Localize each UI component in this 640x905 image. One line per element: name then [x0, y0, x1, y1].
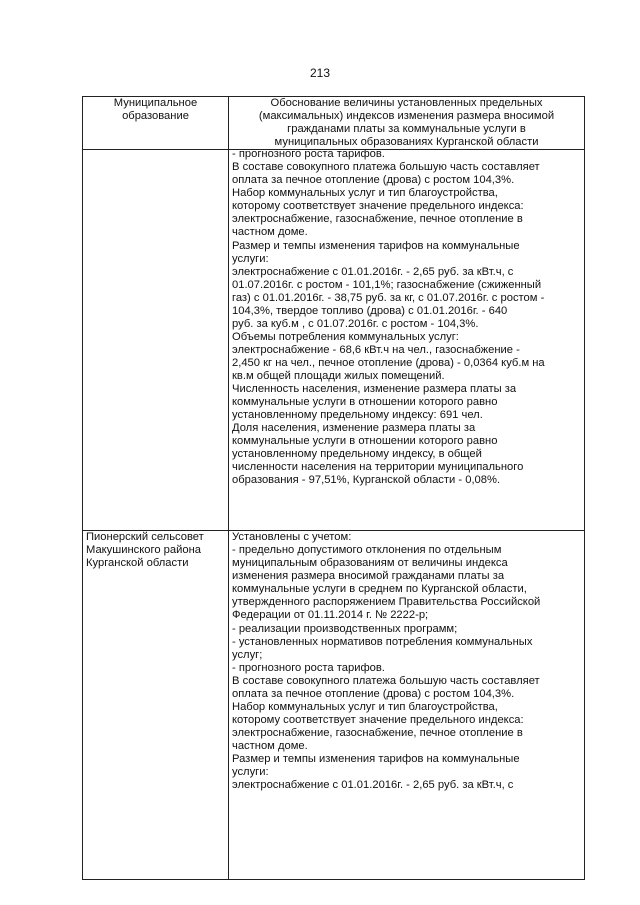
text-line: Размер и темпы изменения тарифов на коммунальные — [232, 239, 520, 252]
row-justification — [229, 150, 585, 531]
row-justification-lines — [232, 531, 581, 792]
text-line: Пионерский сельсовет — [86, 531, 204, 544]
text-line: Размер и темпы изменения тарифов на коммунальные — [232, 752, 520, 765]
text-line: газ) с 01.01.2016г. - 38,75 руб. за кг, с 01.07.2016г. с ростом - — [232, 291, 545, 304]
row-justification — [229, 531, 585, 880]
text-line: кв.м общей площади жилых помещений. — [232, 369, 445, 382]
text-line: коммунальные услуги в среднем по Курганской области, — [232, 583, 527, 596]
text-line: Муниципальное — [113, 97, 198, 109]
text-line: Курганской области — [86, 557, 189, 570]
text-line: Численность населения, изменение размера платы за — [232, 383, 517, 396]
text-line: В составе совокупного платежа большую часть составляет — [232, 161, 540, 174]
text-line: оплата за печное отопление (дрова) с ростом 104,3%. — [232, 174, 515, 187]
text-line: услуг; — [232, 648, 263, 661]
text-line: - установленных нормативов потребления коммунальных — [232, 635, 533, 648]
text-line: утвержденного распоряжением Правительства Российской — [232, 596, 541, 609]
text-line: изменения размера вносимой гражданами платы за — [232, 570, 505, 583]
text-line: которому соответствует значение предельного индекса: — [232, 200, 524, 213]
text-line: электроснабжение, газоснабжение, печное отопление в — [232, 213, 523, 226]
table-row — [83, 531, 585, 880]
text-line: которому соответствует значение предельного индекса: — [232, 713, 524, 726]
text-line: 104,3%, твердое топливо (дрова) с 01.01.2016г. - 640 — [232, 304, 508, 317]
row-municipality — [83, 531, 229, 880]
text-line: - прогнозного роста тарифов. — [232, 661, 385, 674]
row-justification-lines — [232, 148, 581, 487]
text-line: электроснабжение - 68,6 кВт.ч на чел., газоснабжение - — [232, 343, 520, 356]
table-header-row — [83, 97, 585, 150]
text-line: руб. за куб.м , с 01.07.2016г. с ростом - 104,3%. — [232, 317, 479, 330]
row-municipality-lines — [86, 531, 225, 570]
header-municipality — [83, 97, 229, 150]
text-line: - прогнозного роста тарифов. — [232, 148, 385, 161]
text-line: оплата за печное отопление (дрова) с ростом 104,3%. — [232, 687, 515, 700]
text-line: услуги: — [232, 766, 269, 779]
text-line: Макушинского района — [86, 544, 201, 557]
text-line: частном доме. — [232, 739, 308, 752]
text-line: образование — [122, 110, 189, 123]
municipal-index-table — [82, 96, 585, 880]
text-line: электроснабжение с 01.01.2016г. - 2,65 руб. за кВт.ч, с — [232, 779, 514, 792]
header-justification — [229, 97, 585, 150]
header-justification-lines — [232, 97, 581, 149]
text-line: Федерации от 01.11.2014 г. № 2222-р; — [232, 609, 429, 622]
text-line: установленному предельному индексу, в общей — [232, 448, 482, 461]
text-line: электроснабжение с 01.01.2016г. - 2,65 руб. за кВт.ч, с — [232, 265, 514, 278]
text-line: Объемы потребления коммунальных услуг: — [232, 330, 459, 343]
table-row — [83, 150, 585, 531]
text-line: гражданами платы за коммунальные услуги в — [287, 123, 526, 136]
page-number: 213 — [309, 66, 331, 80]
text-line: - предельно допустимого отклонения по отдельным — [232, 544, 502, 557]
text-line: частном доме. — [232, 226, 308, 239]
text-line: установленному предельному индексу: 691 чел. — [232, 409, 483, 422]
text-line: коммунальные услуги в отношении которого равно — [232, 435, 498, 448]
text-line: услуги: — [232, 252, 269, 265]
text-line: образования - 97,51%, Курганской области - 0,08%. — [232, 474, 501, 487]
text-line: численности населения на территории муниципального — [232, 461, 524, 474]
text-line: 2,450 кг на чел., печное отопление (дрова) - 0,0364 куб.м на — [232, 356, 545, 369]
text-line: - реализации производственных программ; — [232, 622, 458, 635]
text-line: (максимальных) индексов изменения размера вносимой — [258, 110, 555, 123]
header-municipality-lines — [86, 97, 225, 123]
text-line: 01.07.2016г. с ростом - 101,1%; газоснабжение (сжиженный — [232, 278, 542, 291]
text-line: В составе совокупного платежа большую часть составляет — [232, 674, 540, 687]
text-line: Установлены с учетом: — [232, 531, 352, 544]
text-line: Доля населения, изменение размера платы за — [232, 422, 476, 435]
text-line: муниципальным образованиям от величины индекса — [232, 557, 508, 570]
text-line: муниципальных образованиях Курганской области — [274, 136, 539, 149]
row-municipality — [83, 150, 229, 531]
text-line: Набор коммунальных услуг и тип благоустройства, — [232, 700, 498, 713]
text-line: Обоснование величины установленных предельных — [270, 97, 543, 109]
text-line: коммунальные услуги в отношении которого равно — [232, 396, 498, 409]
text-line: электроснабжение, газоснабжение, печное отопление в — [232, 726, 523, 739]
text-line: Набор коммунальных услуг и тип благоустройства, — [232, 187, 498, 200]
